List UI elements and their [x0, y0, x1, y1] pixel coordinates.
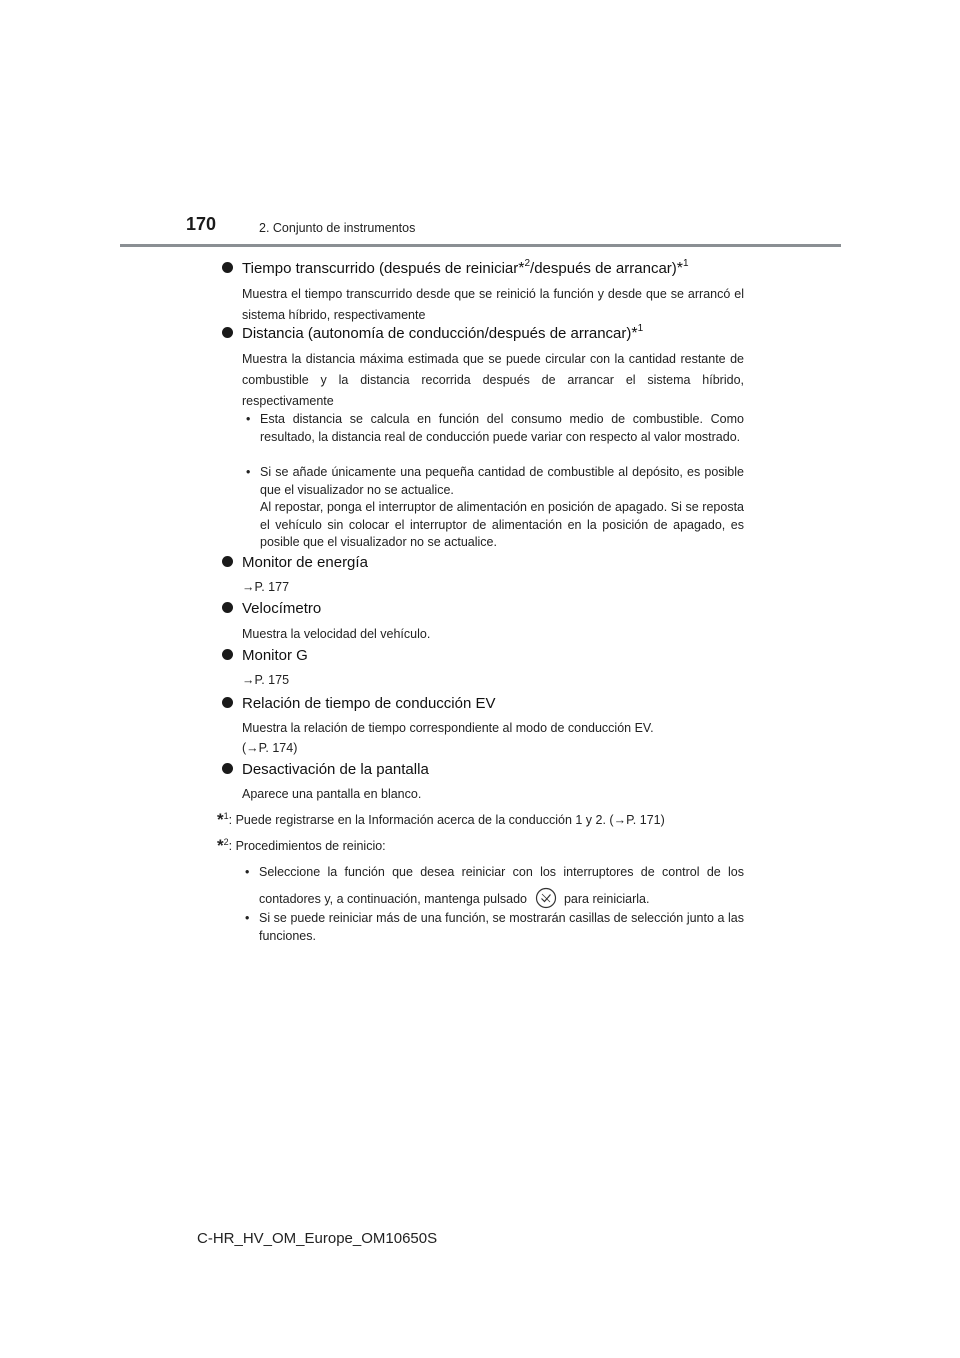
item-description: Muestra la velocidad del vehículo. — [242, 627, 431, 641]
star-mark: * — [631, 325, 638, 342]
note-ref: 1 — [637, 323, 644, 334]
note-ref: 1 — [683, 258, 689, 269]
page-reference: →P. 175 — [242, 673, 290, 687]
page-header — [0, 0, 960, 250]
page-reference: →P. 177 — [242, 580, 290, 594]
chapter-title: 2. Conjunto de instrumentos — [259, 221, 416, 235]
item-description: Muestra la distancia máxima estimada que se puede circular con la cantidad restante de combustible y la distancia recorrida después de arrancar el sistema híbrido, respectivamente — [242, 352, 744, 408]
item-heading: Distancia (autonomía de conducción/después de arrancar)*$^1$ — [222, 323, 643, 343]
item-heading: Velocímetro — [222, 600, 321, 617]
item-description: Aparece una pantalla en blanco. — [242, 787, 422, 801]
star-mark: * — [518, 260, 525, 277]
footnote-1: *$^1$: Puede registrarse en la Información acerca de la conducción 1 y 2. (→P. 171) — [217, 810, 665, 829]
item-heading: Relación de tiempo de conducción EV — [222, 695, 496, 712]
list-item: • Seleccione la función que desea reiniciar con los interruptores de control de los contadores y, a continuación, mantenga pulsado para reiniciarla. — [245, 859, 744, 919]
document-id: C-HR_HV_OM_Europe_OM10650S — [197, 1230, 438, 1247]
item-heading: Tiempo transcurrido (después de reiniciar*$^2$/después de arrancar)*$^1$ — [222, 258, 689, 278]
bullet-icon — [222, 602, 233, 613]
bullet-icon — [222, 697, 233, 708]
bullet-icon — [222, 262, 233, 273]
list-item: • Esta distancia se calcula en función del consumo medio de combustible. Como resultado, la distancia real de conducción puede variar con respecto al valor mostrado. — [246, 412, 744, 444]
header-rule — [120, 244, 841, 247]
bullet-icon — [222, 763, 233, 774]
star-mark: * — [676, 260, 684, 277]
bullet-icon — [222, 649, 233, 660]
item-heading: Monitor de energía — [222, 554, 368, 571]
item-heading: Monitor G — [222, 647, 308, 664]
item-heading: Desactivación de la pantalla — [222, 761, 429, 778]
bullet-icon — [222, 556, 233, 567]
item-description: Muestra la relación de tiempo correspondiente al modo de conducción EV. — [242, 721, 654, 735]
item-description: Muestra el tiempo transcurrido desde que se reinició la función y desde que se arrancó el sistema híbrido, respectivamente — [242, 287, 744, 322]
bullet-icon — [222, 327, 233, 338]
footnote-2: *$^2$: Procedimientos de reinicio: — [217, 836, 386, 855]
note-ref: 2 — [524, 258, 531, 269]
page-number: 170 — [186, 214, 217, 234]
page-reference: (→P. 174) — [242, 741, 298, 755]
list-item: • Si se puede reiniciar más de una función, se mostrarán casillas de selección junto a las funciones. — [245, 911, 744, 943]
list-item: • Si se añade únicamente una pequeña cantidad de combustible al depósito, es posible que el visualizador no se actualice. Al repostar, ponga el interruptor de alimentación en posición de apagado. Si se reposta el vehículo sin colocar el interruptor de alimentación en la posición de apagado, es posible que el visualizador no se actualice. — [246, 465, 744, 550]
